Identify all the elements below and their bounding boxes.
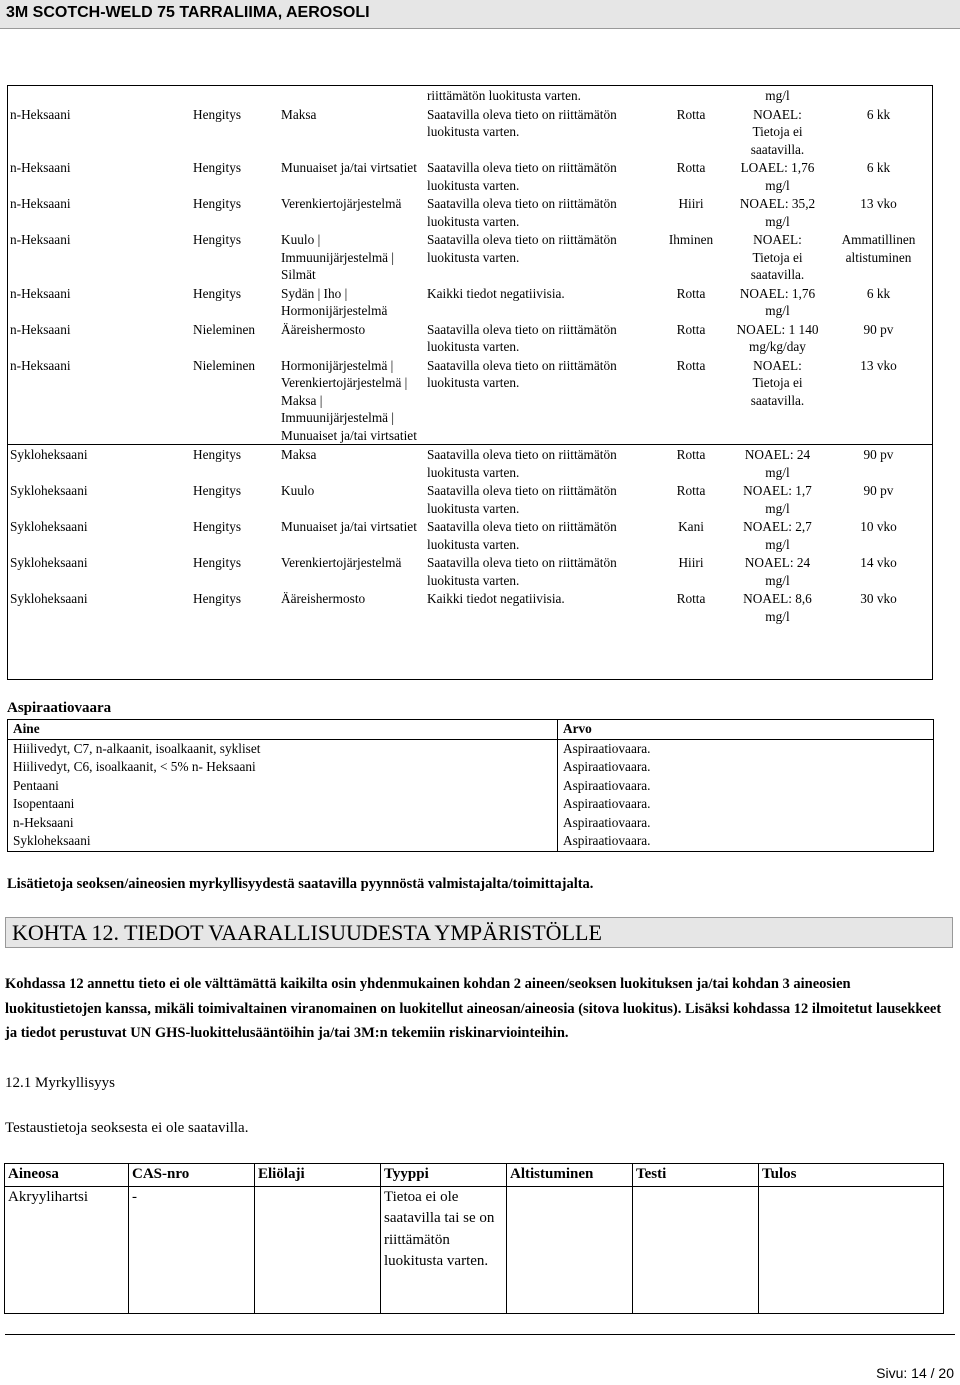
value-cell: NOAEL: 24 mg/l [744,555,811,588]
species-cell: Hiiri [678,555,704,570]
value-cell: NOAEL: 1 140 mg/kg/day [736,321,819,354]
table-cell: mg/l [731,86,824,105]
duration-cell: 90 pv [863,321,894,337]
organ-cell: Kuulo | Immuunijärjestelmä | Silmät [281,232,395,282]
footer-divider [5,1334,955,1335]
remark-cell: Saatavilla oleva tieto on riittämätön luokitusta varten. [427,232,617,265]
table-row [5,1186,944,1313]
table-cell: Tietoa ei ole saatavilla tai se on riittämätön luokitusta varten. [381,1186,507,1313]
remark-cell: Saatavilla oleva tieto on riittämätön luokitusta varten. [427,357,617,390]
remark-cell: Saatavilla oleva tieto on riittämätön luokitusta varten. [427,483,617,516]
remark-cell: Saatavilla oleva tieto on riittämätön luokitusta varten. [427,106,617,139]
duration-cell: 6 kk [866,160,891,175]
duration-cell: 90 pv [824,445,933,482]
route-cell: Hengitys [193,196,242,211]
table-cell [759,1186,944,1313]
no-data-note: Testaustietoja seoksesta ei ole saatavilla. [5,1120,249,1136]
table-row [7,481,933,517]
value-cell: NOAEL: 2,7 mg/l [743,519,812,552]
table-cell: riittämätön luokitusta varten. [424,86,651,105]
specific-toxicity-table [7,85,933,625]
species-cell: Rotta [651,445,731,482]
table-row [7,86,933,105]
table-header-row [5,1164,944,1187]
value-cell: NOAEL: 8,6 mg/l [743,591,812,624]
value-cell: NOAEL: 1,76 mg/l [739,285,816,318]
column-header: Eliölaji [255,1164,381,1187]
species-cell: Rotta [676,357,706,373]
value-cell: Aspiraatiovaara. [558,758,934,777]
species-cell: Rotta [676,285,706,301]
page-number: Sivu: 14 / 20 [876,1365,954,1381]
value-cell: Aspiraatiovaara. [558,777,934,796]
route-cell: Hengitys [190,445,278,482]
substance-cell: Isopentaani [13,796,75,811]
substance-cell: Sykloheksaani [10,483,88,498]
table-row [8,758,934,777]
remark-cell: Saatavilla oleva tieto on riittämätön luokitusta varten. [427,519,617,552]
value-cell: Aspiraatiovaara. [558,739,934,758]
table-cell [507,1186,633,1313]
substance-cell: n-Heksaani [10,196,71,211]
substance-cell: Sykloheksaani [10,591,88,606]
table-row [7,445,933,482]
substance-cell: Sykloheksaani [7,445,190,482]
substance-cell: Hiilivedyt, C7, n-alkaanit, isoalkaanit, sykliset [13,740,261,756]
column-header: Testi [633,1164,759,1187]
duration-cell: 30 vko [860,591,897,606]
duration-cell: 13 vko [860,196,897,211]
route-cell: Hengitys [193,232,242,247]
table-row [8,795,934,814]
route-cell: Hengitys [193,519,242,534]
duration-cell: 14 vko [860,555,897,570]
organ-cell: Sydän | Iho | Hormonijärjestelmä [281,285,388,318]
column-header: CAS-nro [129,1164,255,1187]
section-title: KOHTA 12. TIEDOT VAARALLISUUDESTA YMPÄRISTÖLLE [12,920,602,945]
substance-cell: n-Heksaani [10,285,71,301]
table-row [7,356,933,445]
substance-cell: n-Heksaani [13,814,74,830]
duration-cell: 6 kk [866,285,891,301]
table-row [7,517,933,553]
column-header-substance: Aine [8,720,558,740]
duration-cell: Ammatillinen altistuminen [841,232,916,265]
remark-cell: Kaikki tiedot negatiivisia. [427,591,565,606]
organ-cell: Kuulo [281,483,315,498]
substance-cell: Sykloheksaani [13,833,91,848]
value-cell: Aspiraatiovaara. [558,832,934,851]
substance-cell: Sykloheksaani [10,555,88,570]
section-intro: Kohdassa 12 annettu tieto ei ole välttämättä kaikilta osin yhdenmukainen kohdan 2 aineen/seoksen luokituksen ja/tai kohdan 3 aineosien luokitustietojen kanssa, mikäli toimivaltainen viranomainen on luokitellut aineosan/aineosia (sitova luokitus). Lisäksi kohdassa 12 ilmoitetut lausekkeet ja tiedot perustuvat UN GHS-luokittelusääntöihin ja/tai 3M:n tekemiin riskinarviointeihin. [5,976,942,1041]
value-cell: NOAEL: Tietoja ei saatavilla. [750,106,805,157]
duration-cell: 6 kk [866,106,891,122]
section-heading-bar [5,917,953,948]
remark-cell: Saatavilla oleva tieto on riittämätön luokitusta varten. [427,160,617,193]
value-cell: LOAEL: 1,76 mg/l [740,160,815,193]
route-cell: Hengitys [193,285,242,301]
duration-cell: 13 vko [860,357,897,373]
subsection-heading: 12.1 Myrkyllisyys [5,1075,116,1091]
species-cell: Rotta [676,321,706,337]
remark-cell: Kaikki tiedot negatiivisia. [427,285,565,301]
organ-cell: Maksa [278,445,424,482]
table-row [7,284,933,320]
duration-cell: 10 vko [860,519,897,534]
table-row [8,814,934,833]
table-cell: - [129,1186,255,1313]
substance-cell: Hiilivedyt, C6, isoalkaanit, < 5% n- Heksaani [13,759,256,774]
table-cell: Akryylihartsi [5,1186,129,1313]
column-header: Aineosa [5,1164,129,1187]
additional-info: Lisätietoja seoksen/aineosien myrkyllisyydestä saatavilla pyynnöstä valmistajalta/toimittajalta. [7,876,594,892]
route-cell: Nieleminen [193,321,256,337]
route-cell: Hengitys [193,160,242,175]
substance-cell: n-Heksaani [10,232,71,247]
organ-cell: Maksa [281,106,317,122]
organ-cell: Ääreishermosto [281,591,366,606]
organ-cell: Verenkiertojärjestelmä [281,555,402,570]
species-cell: Rotta [676,160,706,175]
aspiration-heading: Aspiraatiovaara [7,700,112,716]
species-cell: Ihminen [668,232,714,247]
table-row [8,832,934,851]
value-cell: NOAEL: Tietoja ei saatavilla. [750,357,805,408]
document-title: 3M SCOTCH-WELD 75 TARRALIIMA, AEROSOLI [6,4,370,21]
value-cell: Aspiraatiovaara. [558,795,934,814]
organ-cell: Munuaiset ja/tai virtsatiet [281,519,417,534]
organ-cell: Hormonijärjestelmä | Verenkiertojärjestelmä | Maksa | Immuunijärjestelmä | Munuaiset ja/tai virtsatiet [281,357,417,443]
table-row [7,589,933,625]
substance-cell: n-Heksaani [10,321,71,337]
table-row [8,739,934,758]
species-cell: Hiiri [678,196,704,211]
value-cell: Aspiraatiovaara. [558,814,934,833]
table-row [7,230,933,284]
table-cell [255,1186,381,1313]
substance-cell: n-Heksaani [10,160,71,175]
table-header-row [8,720,934,740]
substance-cell: n-Heksaani [10,106,71,122]
column-header: Tulos [759,1164,944,1187]
substance-cell: Sykloheksaani [10,519,88,534]
column-header: Altistuminen [507,1164,633,1187]
species-cell: Rotta [676,591,706,606]
route-cell: Hengitys [193,106,242,122]
species-cell: Rotta [676,106,706,122]
value-cell: NOAEL: 35,2 mg/l [739,196,816,229]
remark-cell: Saatavilla oleva tieto on riittämätön luokitusta varten. [427,321,617,354]
table-row [7,158,933,194]
column-header-value: Arvo [558,720,934,740]
remark-cell: Saatavilla oleva tieto on riittämätön luokitusta varten. [427,196,617,229]
species-cell: Kani [678,519,704,534]
column-header: Tyyppi [381,1164,507,1187]
aquatic-toxicity-table [4,1163,944,1314]
route-cell: Hengitys [193,483,242,498]
table-row [8,777,934,796]
substance-cell: Pentaani [13,777,59,793]
organ-cell: Munuaiset ja/tai virtsatiet [281,160,417,175]
table-row [7,194,933,230]
table-cell [633,1186,759,1313]
table-row [7,105,933,159]
value-cell: NOAEL: 1,7 mg/l [743,483,812,516]
remark-cell: Saatavilla oleva tieto on riittämätön luokitusta varten. [424,445,651,482]
route-cell: Nieleminen [193,357,256,373]
route-cell: Hengitys [193,591,242,606]
substance-cell: n-Heksaani [10,357,71,373]
organ-cell: Ääreishermosto [281,321,366,337]
duration-cell: 90 pv [863,483,894,498]
remark-cell: Saatavilla oleva tieto on riittämätön luokitusta varten. [427,555,617,588]
table-row [7,553,933,589]
value-cell: NOAEL: Tietoja ei saatavilla. [750,232,805,282]
species-cell: Rotta [676,483,706,498]
aspiration-table [7,719,934,852]
document-header [0,0,960,29]
value-cell: NOAEL: 24 mg/l [731,445,824,482]
route-cell: Hengitys [193,555,242,570]
organ-cell: Verenkiertojärjestelmä [281,196,402,211]
table-row [7,320,933,356]
